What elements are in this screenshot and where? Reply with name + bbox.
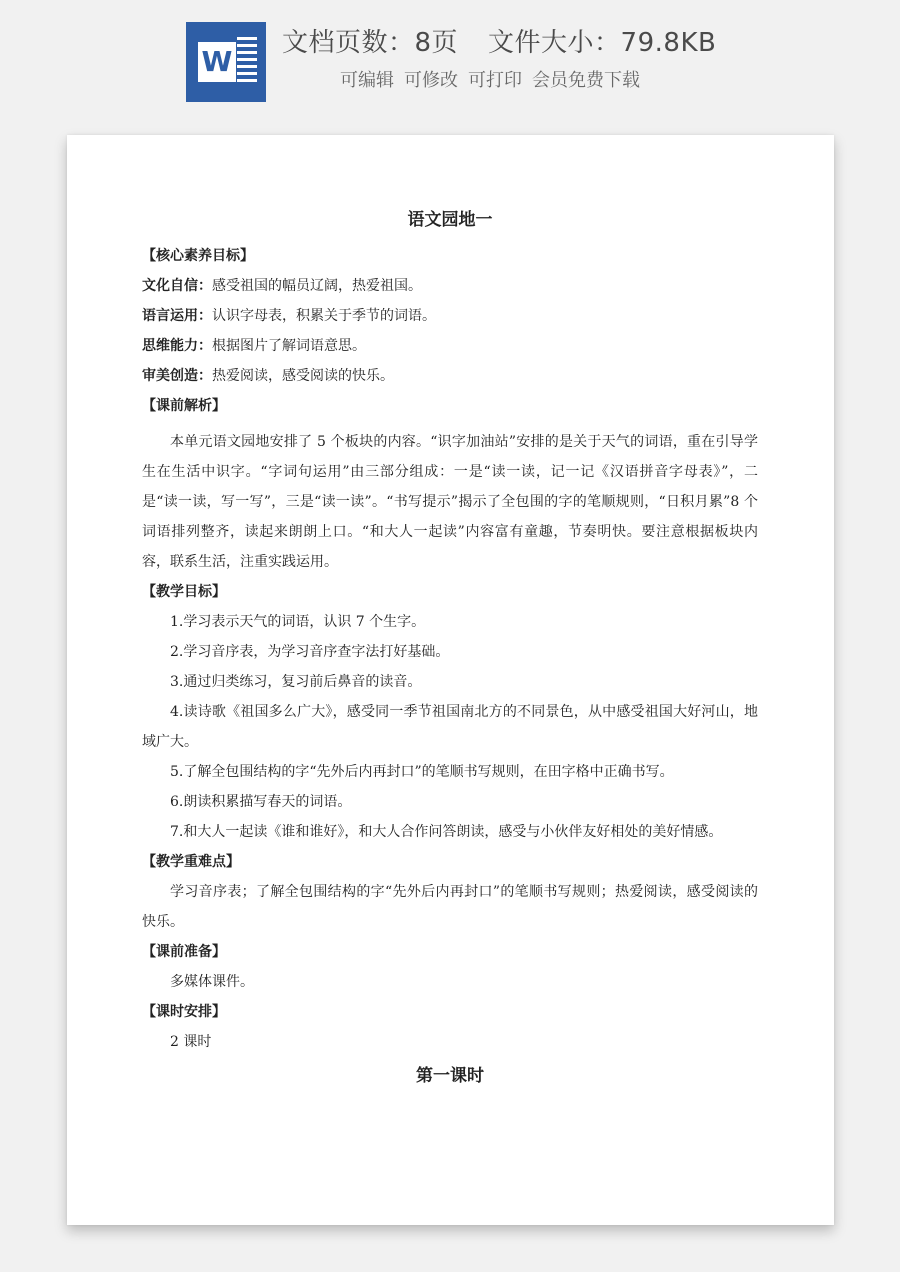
feature-list xyxy=(340,66,650,92)
core-goals-heading: 【核心素养目标】 xyxy=(142,248,254,264)
core-goal-text: 热爱阅读，感受阅读的快乐。 xyxy=(212,368,394,384)
feature-modifiable: 可修改 xyxy=(404,70,458,91)
core-goal-text: 认识字母表，积累关于季节的词语。 xyxy=(212,308,436,324)
core-goal-label: 审美创造： xyxy=(142,368,212,384)
word-document-icon xyxy=(186,22,266,102)
objective-item: 1.学习表示天气的词语，认识 7 个生字。 xyxy=(170,614,426,630)
core-goal-label: 语言运用： xyxy=(142,308,212,324)
objective-item: 6.朗读积累描写春天的词语。 xyxy=(170,794,352,810)
text-lines-decoration xyxy=(237,37,257,86)
preparation-text: 多媒体课件。 xyxy=(170,974,254,990)
document-page xyxy=(67,135,834,1225)
file-info xyxy=(282,22,716,59)
section-title: 第一课时 xyxy=(416,1066,484,1086)
core-goal-text: 根据图片了解词语意思。 xyxy=(212,338,366,354)
core-goal-item xyxy=(142,301,758,331)
objective-item: 2.学习音序表，为学习音序查字法打好基础。 xyxy=(170,644,450,660)
document-content xyxy=(142,205,758,1091)
core-goal-label: 文化自信： xyxy=(142,278,212,294)
key-points-text: 学习音序表；了解全包围结构的字“先外后内再封口”的笔顺书写规则；热爱阅读，感受阅读的快乐。 xyxy=(142,884,758,930)
core-goal-item xyxy=(142,271,758,301)
file-size: 文件大小：79.8KB xyxy=(488,28,717,58)
page-count: 文档页数：8页 xyxy=(282,28,459,58)
feature-printable: 可打印 xyxy=(468,70,522,91)
schedule-text: 2 课时 xyxy=(170,1034,212,1050)
objective-item: 5.了解全包围结构的字“先外后内再封口”的笔顺书写规则，在田字格中正确书写。 xyxy=(170,764,674,780)
objective-item: 3.通过归类练习，复习前后鼻音的读音。 xyxy=(170,674,422,690)
core-goal-label: 思维能力： xyxy=(142,338,212,354)
schedule-heading: 【课时安排】 xyxy=(142,1004,226,1020)
feature-member-download: 会员免费下载 xyxy=(532,70,640,91)
core-goal-item xyxy=(142,331,758,361)
feature-editable: 可编辑 xyxy=(340,70,394,91)
document-title: 语文园地一 xyxy=(407,210,493,230)
analysis-paragraph: 本单元语文园地安排了 5 个板块的内容。“识字加油站”安排的是关于天气的词语，重在引导学生在生活中识字。“字词句运用”由三部分组成：一是“读一读，记一记《汉语拼音字母表》”，二是“读一读，写一写”，三是“读一读”。“书写提示”揭示了全包围的字的笔顺规则，“日积月累”8 个词语排列整齐，读起来朗朗上口。“和大人一起读”内容富有童趣，节奏明快。要注意根据板块内容，联系生活，注重实践运用。 xyxy=(142,434,758,570)
word-letter: W xyxy=(198,42,236,82)
objective-item: 7.和大人一起读《谁和谁好》，和大人合作问答朗读，感受与小伙伴友好相处的美好情感。 xyxy=(170,824,723,840)
core-goal-item xyxy=(142,361,758,391)
objectives-heading: 【教学目标】 xyxy=(142,584,226,600)
objective-item: 4.读诗歌《祖国多么广大》，感受同一季节祖国南北方的不同景色，从中感受祖国大好河山，地域广大。 xyxy=(142,704,758,750)
key-points-heading: 【教学重难点】 xyxy=(142,854,240,870)
preparation-heading: 【课前准备】 xyxy=(142,944,226,960)
analysis-heading: 【课前解析】 xyxy=(142,398,226,414)
core-goal-text: 感受祖国的幅员辽阔，热爱祖国。 xyxy=(212,278,422,294)
